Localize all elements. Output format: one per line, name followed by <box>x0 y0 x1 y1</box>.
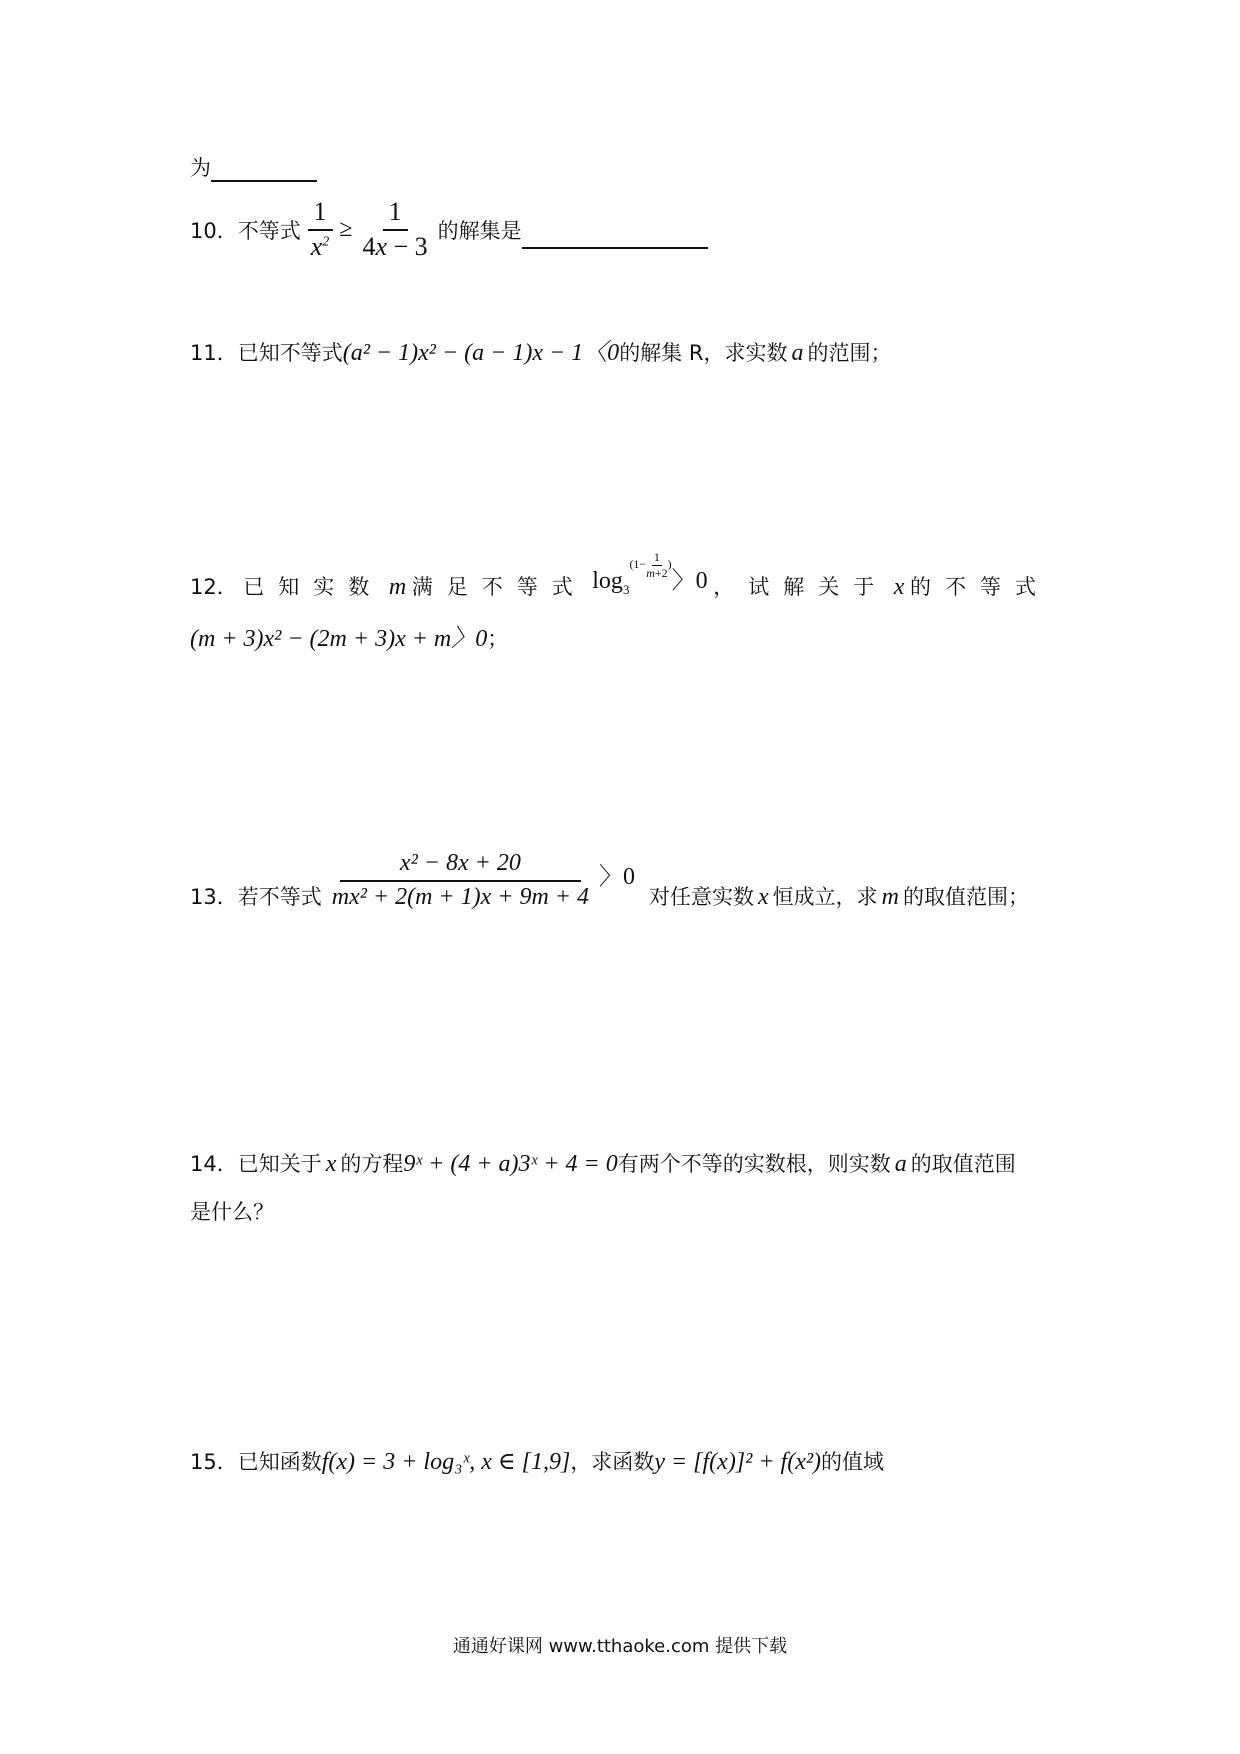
q11-suffix: 的范围； <box>807 341 892 365</box>
q12-math2: (m + 3)x² − (2m + 3)x + m〉0 <box>190 626 488 652</box>
q14-line2 <box>190 1196 274 1226</box>
q12-text2: 满足不等式 <box>411 574 587 599</box>
q12-var-m: m <box>388 573 407 600</box>
q9-tail-text: 为 <box>190 156 211 180</box>
q13-mid2: 恒成立，求 <box>772 884 878 909</box>
q14-mid2: 有两个不等的实数根，则实数 <box>617 1152 891 1176</box>
q15-math2: y = [f(x)]² + f(x²) <box>654 1449 822 1475</box>
q13 <box>190 850 1029 911</box>
q10-number: 10． <box>190 218 238 243</box>
q13-mid: 对任意实数 <box>649 884 754 909</box>
q13-gt: 〉0 <box>599 864 635 890</box>
q12-line2 <box>190 618 508 653</box>
q14-suffix: 的取值范围 <box>910 1152 1016 1176</box>
q12-line1 <box>190 549 1050 601</box>
q13-prefix: 若不等式 <box>237 884 322 909</box>
q11-math: (a² − 1)x² − (a − 1)x − 1〈0 <box>342 340 620 366</box>
q11-mid: 的解集 R，求实数 <box>619 341 788 365</box>
q13-number: 13． <box>190 884 238 909</box>
q10-frac-right: $\frac{1}{4x - 3}$ <box>362 197 428 261</box>
q11-var-a: a <box>791 340 804 366</box>
q15-math1: f(x) = 3 + log₃ˣ, x ∈ [1,9] <box>321 1449 571 1475</box>
q11 <box>190 332 891 367</box>
q14-var-x: x <box>325 1151 337 1177</box>
q13-var-m: m <box>881 883 899 910</box>
q12-text1: 已知实数 <box>243 574 384 599</box>
q13-numerator: x² − 8x + 20 <box>340 850 581 882</box>
page-footer: 通通好课网 www.tthaoke.com 提供下载 <box>452 1636 788 1657</box>
q10-prefix: 不等式 <box>237 218 301 243</box>
q13-suffix: 的取值范围； <box>903 884 1029 909</box>
q10-suffix: 的解集是 <box>437 218 522 243</box>
q15-prefix: 已知函数 <box>237 1450 322 1474</box>
q12-number: 12． <box>190 574 238 599</box>
q12-var-x: x <box>893 573 905 600</box>
q10-answer-blank <box>522 225 708 249</box>
q14-prefix: 已知关于 <box>237 1152 322 1176</box>
q14-math: 9ˣ + (4 + a)3ˣ + 4 = 0 <box>403 1151 618 1177</box>
q14-number: 14． <box>190 1152 238 1176</box>
q14-line2-text: 是什么？ <box>190 1200 274 1224</box>
q11-prefix: 已知不等式 <box>237 341 343 365</box>
q15-suffix: 的值域 <box>821 1450 885 1474</box>
q13-fraction <box>326 850 595 911</box>
q15-number: 15． <box>190 1450 238 1474</box>
q14-var-a: a <box>894 1151 907 1177</box>
q14-mid: 的方程 <box>340 1152 404 1176</box>
q10-frac-left: $\frac{1}{x^2}$ <box>305 198 336 261</box>
q9-answer-blank <box>211 158 317 182</box>
q9-tail <box>190 152 317 182</box>
q12-end: ； <box>487 627 509 651</box>
q11-number: 11． <box>190 341 238 365</box>
q14-line1 <box>190 1148 1016 1178</box>
q13-var-x: x <box>758 883 769 910</box>
q12-text4: 的不等式 <box>909 574 1050 599</box>
q12-log-expression: $\log_3^{(1- \frac{1}{m+2} )}$〉0 <box>592 549 708 597</box>
q15-mid: ，求函数 <box>570 1450 655 1474</box>
q10: 10． 不等式 $\frac{1}{x^2}$ ≥ $\frac{1}{4x - 3}$ 的解集是 <box>190 198 708 261</box>
q15 <box>190 1446 884 1476</box>
q13-denominator: mx² + 2(m + 1)x + 9m + 4 <box>331 884 589 911</box>
q12-text3: ，试解关于 <box>713 574 889 599</box>
